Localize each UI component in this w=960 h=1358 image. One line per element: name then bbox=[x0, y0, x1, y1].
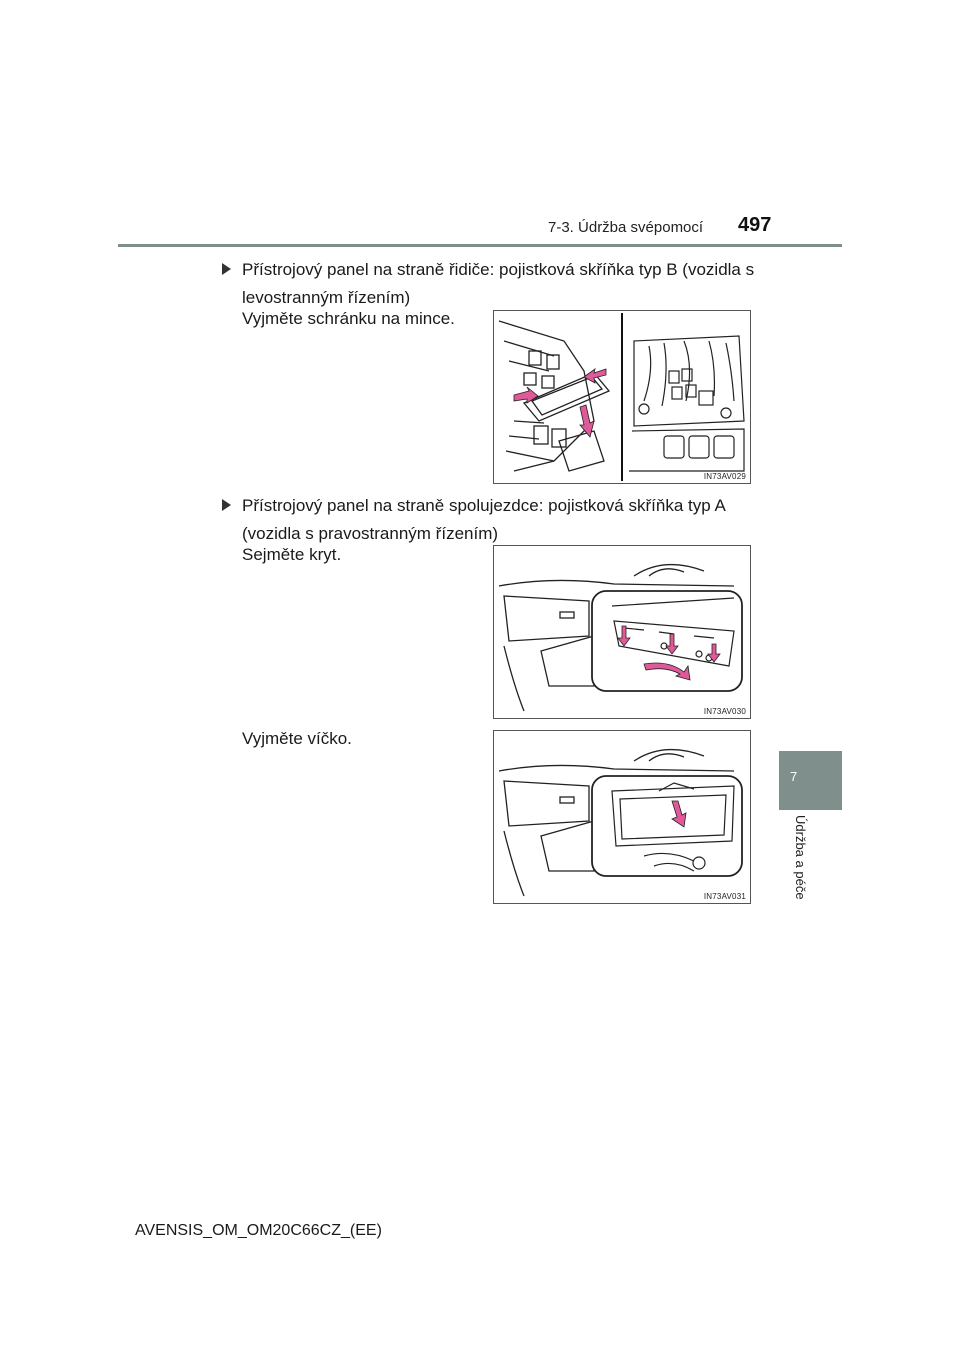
chapter-title-vertical: Údržba a péče bbox=[793, 815, 808, 900]
figure-remove-lid bbox=[493, 730, 751, 904]
header-rule bbox=[118, 244, 842, 247]
step-remove-cover: Sejměte kryt. bbox=[242, 545, 342, 564]
remove-lid-illustration bbox=[494, 731, 750, 903]
bullet-text: Přístrojový panel na straně řidiče: pojistková skříňka typ B (vozidla s levostranným řízením) bbox=[242, 260, 755, 307]
bullet-text: Přístrojový panel na straně spolujezdce: pojistková skříňka typ A (vozidla s pravostranným řízením) bbox=[242, 496, 725, 543]
step-remove-lid: Vyjměte víčko. bbox=[242, 729, 352, 748]
figure-code-label: IN73AV031 bbox=[703, 892, 746, 901]
bullet-triangle-icon bbox=[222, 263, 231, 275]
section-bullet-passenger bbox=[222, 492, 762, 548]
figure-remove-cover bbox=[493, 545, 751, 719]
coin-box-illustration bbox=[494, 311, 750, 483]
page-number: 497 bbox=[738, 214, 772, 236]
chapter-tab bbox=[779, 751, 842, 810]
step-remove-coin-box: Vyjměte schránku na mince. bbox=[242, 309, 455, 328]
section-bullet-driver bbox=[222, 256, 762, 312]
figure-code-label: IN73AV029 bbox=[703, 472, 746, 481]
header-section-title: 7-3. Údržba svépomocí bbox=[548, 219, 704, 236]
figure-coin-box bbox=[493, 310, 751, 484]
remove-cover-illustration bbox=[494, 546, 750, 718]
footer-document-code: AVENSIS_OM_OM20C66CZ_(EE) bbox=[135, 1222, 382, 1239]
bullet-triangle-icon bbox=[222, 499, 231, 511]
chapter-number: 7 bbox=[790, 769, 798, 784]
figure-code-label: IN73AV030 bbox=[703, 707, 746, 716]
